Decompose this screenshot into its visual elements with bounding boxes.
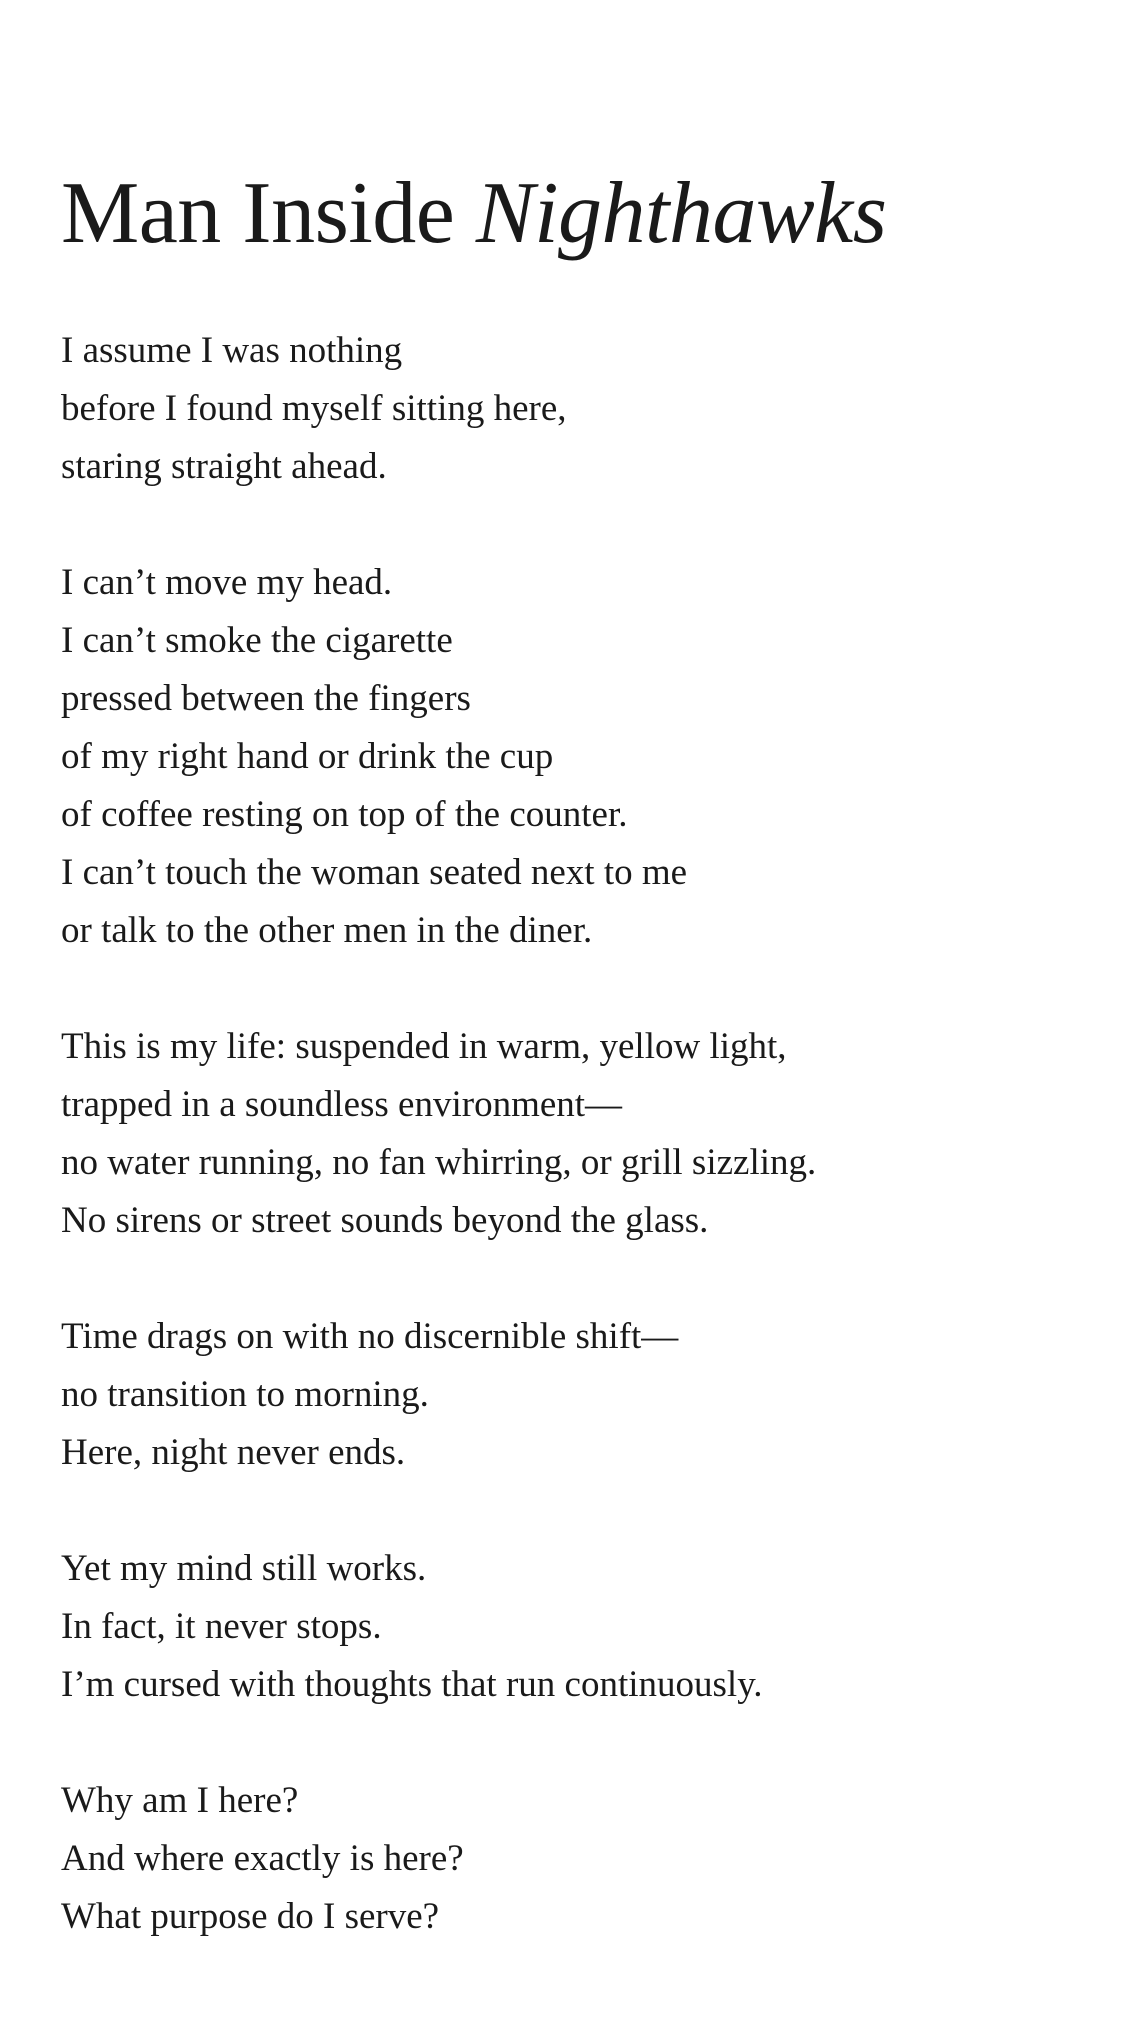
poem-line: before I found myself sitting here, xyxy=(61,388,567,429)
stanza-3 xyxy=(61,1018,1061,1250)
poem-line: Yet my mind still works. xyxy=(61,1548,427,1589)
stanza-6 xyxy=(61,1772,1061,1946)
poem-line: of coffee resting on top of the counter. xyxy=(61,794,628,835)
poem-line: I’m cursed with thoughts that run continuously. xyxy=(61,1664,763,1705)
poem-title-plain: Man Inside xyxy=(61,165,476,262)
stanza-1 xyxy=(61,322,1061,496)
stanza-2 xyxy=(61,554,1061,960)
poem-line: I assume I was nothing xyxy=(61,330,403,371)
poem-line: No sirens or street sounds beyond the glass. xyxy=(61,1200,709,1241)
poem-line: trapped in a soundless environment— xyxy=(61,1084,623,1125)
poem-line: And where exactly is here? xyxy=(61,1838,464,1879)
poem-line: Here, night never ends. xyxy=(61,1432,406,1473)
stanza-5 xyxy=(61,1540,1061,1714)
poem-line: of my right hand or drink the cup xyxy=(61,736,554,777)
poem-line: I can’t smoke the cigarette xyxy=(61,620,453,661)
poem-page xyxy=(61,160,1061,2004)
poem-line: I can’t move my head. xyxy=(61,562,393,603)
poem-title-italic: Nighthawks xyxy=(475,165,887,262)
poem-line: staring straight ahead. xyxy=(61,446,387,487)
poem-line: no water running, no fan whirring, or grill sizzling. xyxy=(61,1142,817,1183)
poem-line: What purpose do I serve? xyxy=(61,1896,440,1937)
poem-line: This is my life: suspended in warm, yellow light, xyxy=(61,1026,787,1067)
poem-line: or talk to the other men in the diner. xyxy=(61,910,593,951)
poem-title xyxy=(61,160,1061,268)
poem-line: In fact, it never stops. xyxy=(61,1606,382,1647)
poem-line: pressed between the fingers xyxy=(61,678,471,719)
poem-line: no transition to morning. xyxy=(61,1374,429,1415)
poem-line: I can’t touch the woman seated next to me xyxy=(61,852,688,893)
poem-line: Why am I here? xyxy=(61,1780,299,1821)
stanza-4 xyxy=(61,1308,1061,1482)
poem-line: Time drags on with no discernible shift— xyxy=(61,1316,679,1357)
